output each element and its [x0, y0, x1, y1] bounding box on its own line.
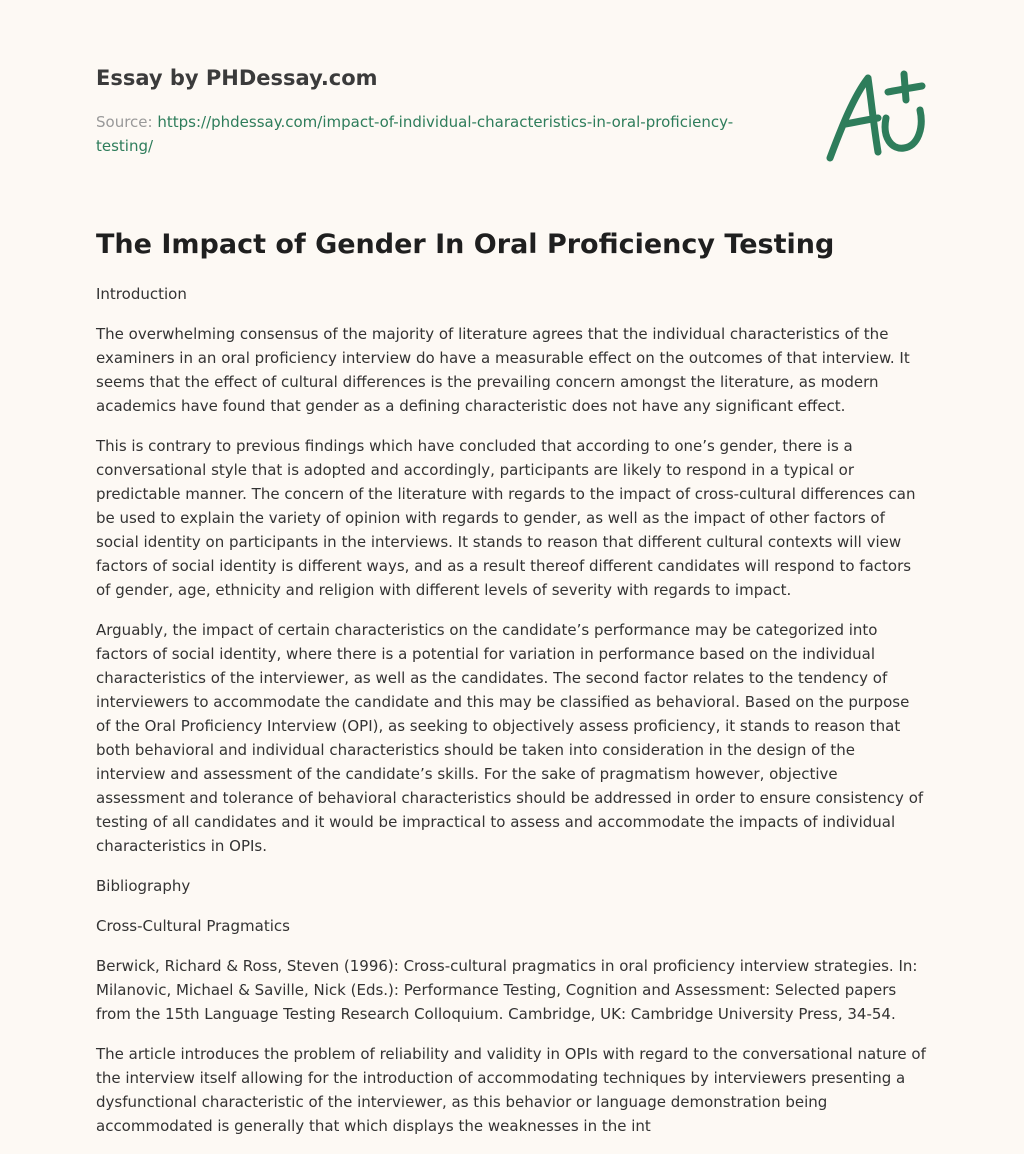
- page-header: [96, 64, 796, 158]
- source-label: Source:: [96, 113, 153, 131]
- source-line: [96, 110, 756, 158]
- subheading-cross-cultural-pragmatics: Cross-Cultural Pragmatics: [96, 917, 290, 935]
- a-plus-grade-icon: [820, 66, 930, 166]
- article-paragraph: The overwhelming consensus of the majority of literature agrees that the individual characteristics of the examiners in an oral proficiency interview do have a measurable effect on the outcomes of that interview. It seems that the effect of cultural differences is the prevailing concern amongst the literature, as modern academics have found that gender as a defining characteristic does not have any significant effect.: [96, 325, 910, 415]
- section-heading-introduction: Introduction: [96, 285, 187, 303]
- site-brand: Essay by PHDessay.com: [96, 66, 378, 90]
- article-title: The Impact of Gender In Oral Proficiency Testing: [96, 229, 835, 260]
- source-link[interactable]: https://phdessay.com/impact-of-individual-characteristics-in-oral-proficiency-testing/: [96, 113, 734, 155]
- article-paragraph: The article introduces the problem of reliability and validity in OPIs with regard to the conversational nature of the interview itself allowing for the introduction of accommodating techniques by interviewers presenting a dysfunctional characteristic of the interviewer, as this behavior or language demonstration being accommodated is generally that which displays the weaknesses in the int: [96, 1045, 926, 1135]
- bibliography-entry: Berwick, Richard & Ross, Steven (1996): Cross-cultural pragmatics in oral proficiency interview strategies. In: Milanovic, Michael & Saville, Nick (Eds.): Performance Testing, Cognition and Assessment: Selected papers from the 15th Language Testing Research Colloquium. Cambridge, UK: Cambridge University Press, 34-54.: [96, 957, 918, 1023]
- article-paragraph: Arguably, the impact of certain characteristics on the candidate’s performance may be categorized into factors of social identity, where there is a potential for variation in performance based on the individual characteristics of the interviewer, as well as the candidates. The second factor relates to the tendency of interviewers to accommodate the candidate and this may be classified as behavioral. Based on the purpose of the Oral Proficiency Interview (OPI), as seeking to objectively assess proficiency, it stands to reason that both behavioral and individual characteristics should be taken into consideration in the design of the interview and assessment of the candidate’s skills. For the sake of pragmatism however, objective assessment and tolerance of behavioral characteristics should be addressed in order to ensure consistency of testing of all candidates and it would be impractical to assess and accommodate the impacts of individual characteristics in OPIs.: [96, 621, 924, 855]
- section-heading-bibliography: Bibliography: [96, 877, 191, 895]
- article-paragraph: This is contrary to previous findings which have concluded that according to one’s gender, there is a conversational style that is adopted and accordingly, participants are likely to respond in a typical or predictable manner. The concern of the literature with regards to the impact of cross-cultural differences can be used to explain the variety of opinion with regards to gender, as well as the impact of other factors of social identity on participants in the interviews. It stands to reason that different cultural contexts will view factors of social identity is different ways, and as a result thereof different candidates will respond to factors of gender, age, ethnicity and religion with different levels of severity with regards to impact.: [96, 437, 916, 599]
- article: [96, 226, 928, 1154]
